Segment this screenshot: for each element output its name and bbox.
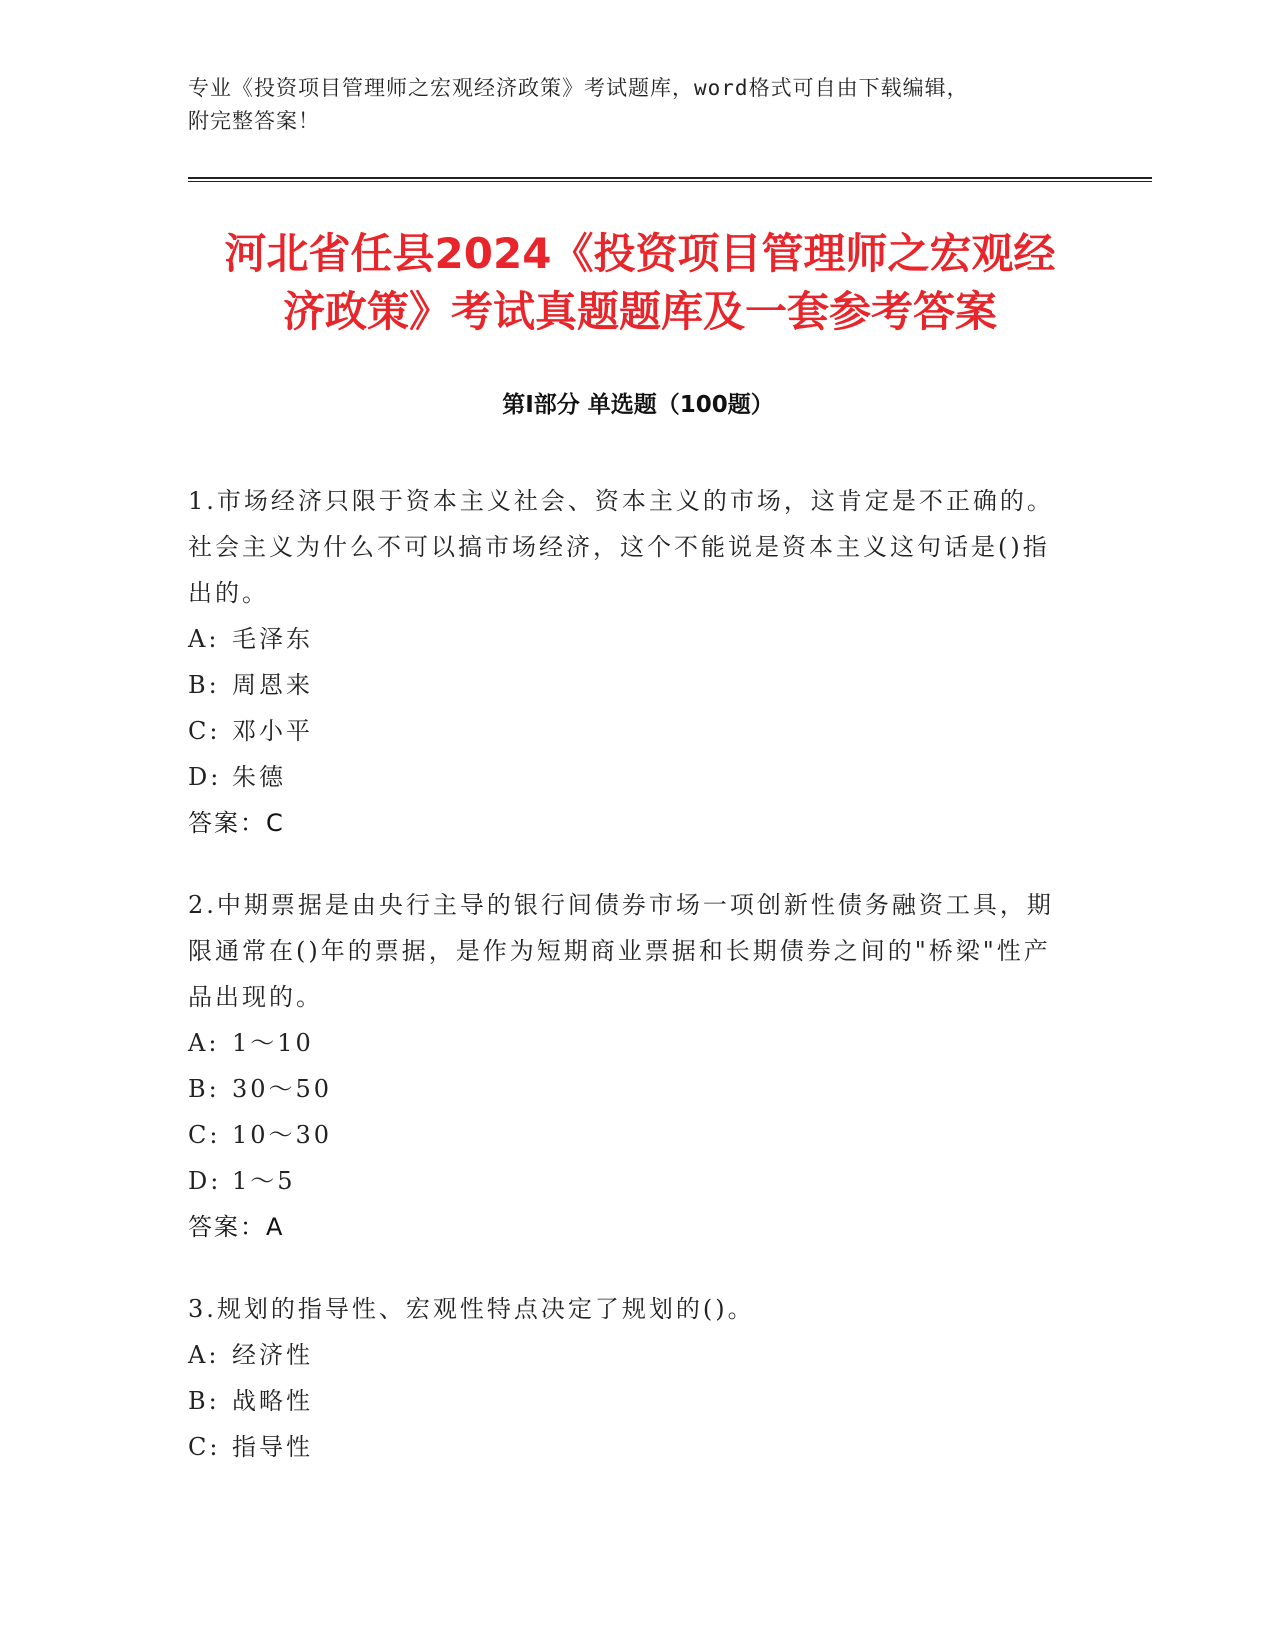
option-text: 10～30 (232, 1121, 333, 1149)
option-a (188, 1020, 1068, 1066)
option-b (188, 1066, 1068, 1112)
question-stem: 3.规划的指导性、宏观性特点决定了规划的()。 (188, 1295, 755, 1323)
option-key: D: (188, 763, 222, 791)
question-stem: 1.市场经济只限于资本主义社会、资本主义的市场，这肯定是不正确的。社会主义为什么不可以搞市场经济，这个不能说是资本主义这句话是()指出的。 (188, 487, 1054, 607)
option-text: 朱德 (232, 763, 286, 791)
option-key: B: (188, 1075, 220, 1103)
header-note-line-2: 附完整答案！ (188, 109, 320, 133)
option-text: 经济性 (232, 1341, 313, 1369)
option-text: 毛泽东 (232, 625, 313, 653)
option-key: A: (188, 625, 220, 653)
header-divider-thick (188, 177, 1152, 179)
answer-line: 答案：C (188, 809, 285, 837)
header-divider-thin (188, 181, 1152, 182)
header-note (188, 72, 1088, 138)
option-text: 30～50 (232, 1075, 333, 1103)
header-note-line-1: 专业《投资项目管理师之宏观经济政策》考试题库，word格式可自由下载编辑， (188, 76, 969, 100)
option-key: C: (188, 717, 221, 745)
option-key: D: (188, 1167, 222, 1195)
document-title (180, 225, 1100, 341)
option-key: C: (188, 1433, 221, 1461)
question-3 (188, 1286, 1068, 1470)
option-text: 战略性 (232, 1387, 313, 1415)
option-text: 1～5 (232, 1167, 296, 1195)
option-a (188, 616, 1068, 662)
option-key: A: (188, 1029, 220, 1057)
option-text: 1～10 (232, 1029, 314, 1057)
option-d (188, 1158, 1068, 1204)
option-c (188, 1424, 1068, 1470)
option-key: B: (188, 671, 220, 699)
option-text: 邓小平 (232, 717, 313, 745)
option-b (188, 662, 1068, 708)
document-title-line-1: 河北省任县2024《投资项目管理师之宏观经 (224, 229, 1056, 278)
question-list (188, 478, 1068, 1506)
option-c (188, 708, 1068, 754)
question-stem: 2.中期票据是由央行主导的银行间债券市场一项创新性债务融资工具，期限通常在()年的票据，是作为短期商业票据和长期债券之间的"桥梁"性产品出现的。 (188, 891, 1054, 1011)
option-b (188, 1378, 1068, 1424)
option-key: A: (188, 1341, 220, 1369)
option-text: 指导性 (232, 1433, 313, 1461)
option-key: C: (188, 1121, 221, 1149)
option-c (188, 1112, 1068, 1158)
option-key: B: (188, 1387, 220, 1415)
option-text: 周恩来 (232, 671, 313, 699)
option-a (188, 1332, 1068, 1378)
document-title-line-2: 济政策》考试真题题库及一套参考答案 (282, 287, 997, 336)
question-1 (188, 478, 1068, 846)
question-2 (188, 882, 1068, 1250)
answer-line: 答案：A (188, 1213, 285, 1241)
section-heading: 第Ⅰ部分 单选题（100题） (502, 392, 774, 418)
option-d (188, 754, 1068, 800)
